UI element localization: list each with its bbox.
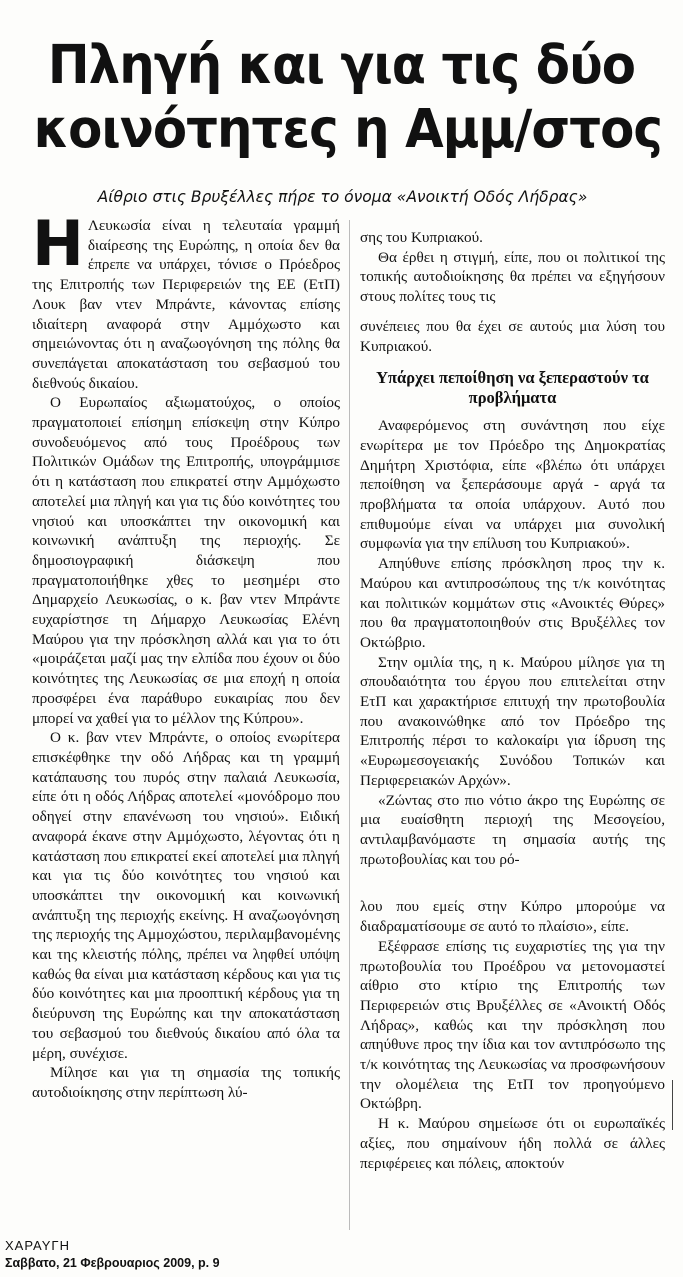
paragraph: Απηύθυνε επίσης πρόσκληση προς την κ. Μαύρου και αντιπροσώπους της τ/κ κοινότητας και πολιτικών κομμάτων στις «Ανοικτές Θύρες» που θα πραγματοποιηθούν στις Βρυξέλλες τον Οκτώβριο.	[360, 555, 665, 651]
headline-line-1: Πληγή και για τις δύο	[47, 35, 636, 96]
paragraph: Στην ομιλία της, η κ. Μαύρου μίλησε για τη σπουδαιότητα του έργου που επιτελείται στην ΕτΠ και χαρακτήρισε επιτυχή την πρωτοβουλία που ανακοινώθηκε από τον Πρόεδρο της Επιτροπής πέρσι το καλοκαίρι για ίδρυση της «Ευρωμεσογειακής Συνόδου Τοπικών και Περιφερειακών Αρχών».	[360, 653, 665, 789]
paragraph: σης του Κυπριακού.	[360, 229, 483, 246]
paragraph: Μίλησε και για τη σημασία της τοπικής αυτοδιοίκησης στην περίπτωση λύ-	[32, 1064, 340, 1101]
paragraph: Η κ. Μαύρου σημείωσε ότι οι ευρωπαϊκές αξίες, που σημαίνουν ήδη πολλά σε άλλες περιφέρειες και πόλεις, αποκτούν	[360, 1115, 665, 1172]
column-divider	[349, 220, 350, 1230]
paragraph: Θα έρθει η στιγμή, είπε, που οι πολιτικοί της τοπικής αυτοδιοίκησης θα πρέπει να εξηγήσουν στους πολίτες τους τις	[360, 248, 665, 306]
paragraph: Εξέφρασε επίσης τις ευχαριστίες της για την πρωτοβουλία του Προέδρου να μετονομαστεί αίθριο στο κτίριο της Επιτροπής των Περιφερειών στις Βρυξέλλες σε «Ανοικτή Οδός Λήδρας», καθώς και την πρόσκληση που απηύθυνε προς την ίδια και τον αντιπρόσωπο της τ/κ κοινότητας της Λευκωσίας να προσφωνήσουν την ολομέλεια της ΕτΠ τον προηγούμενο Οκτώβρη.	[360, 937, 665, 1113]
paragraph: Ο κ. βαν ντεν Μπράντε, ο οποίος ενωρίτερα επισκέφθηκε την οδό Λήδρας και τη γραμμή κατάπαυσης του πυρός στην παλαιά Λευκωσία, είπε ότι η οδός Λήδρας αποτελεί «μονόδρομο που οδηγεί στην επανένωση του νησιού». Ειδική αναφορά έκανε στην Αμμόχωστο, λέγοντας ότι η κατάσταση που επικρατεί εκεί αποτελεί μια πληγή και για τις δύο κοινότητες του νησιού και υποσκάπτει την οικονομική και κοινωνική ανάπτυξη της περιοχής εκείνης. Η αναζωογόνηση της περιοχής της Αμμοχώστου, περιλαμβανομένης και της κλειστής πόλης, πρέπει να ληφθεί υπόψη καθώς θα είναι μια κατάσταση κέρδους και για τις δύο κοινότητες και μια προοπτική κέρδους για τη διεύρυνση της Ευρώπης και την αποκατάσταση του σεβασμού του διεθνούς δικαίου από όλα τα μέρη, συνέχισε.	[32, 729, 340, 1062]
column-left	[32, 207, 340, 1103]
column-right	[360, 228, 665, 1173]
paragraph: λου που εμείς στην Κύπρο μπορούμε να διαδραματίσουμε σε αυτό το πλαίσιο», είπε.	[360, 898, 665, 936]
paragraph: Ο Ευρωπαίος αξιωματούχος, ο οποίος πραγματοποιεί επίσημη επίσκεψη στην Κύπρο συνοδευόμενος από τους Προέδρους των Πολιτικών Ομάδων της Επιτροπής, υπογράμμισε ότι η κατάσταση που επικρατεί στην Αμμόχωστο αποτελεί μια πληγή και για τις δύο κοινότητες του νησιού και υποσκάπτει την οικονομική και κοινωνική ανάπτυξη της περιοχής. Σε δημοσιογραφική διάσκεψη που πραγματοποιήθηκε χθες το μεσημέρι στο Δημαρχείο Λευκωσίας, ο κ. βαν ντεν Μπράντε ευχαρίστησε τη Δήμαρχο Λευκωσίας Ελένη Μαύρου για την πρόσκληση αλλά και για το ότι «μοιράζεται μαζί μας την ελπίδα που έχουν οι δύο κοινότητες της Λευκωσίας σε μια εποχή η οποία προσφέρει ένα παράθυρο ευκαιρίας που δεν μπορεί να χαθεί για το μέλλον της Κύπρου».	[32, 394, 340, 727]
paragraph-text: Λευκωσία είναι η τελευταία γραμμή διαίρεσης της Ευρώπης, η οποία δεν θα έπρεπε να υπάρχει, τόνισε ο Πρόεδρος της Επιτροπής των Περιφερειών της ΕΕ (ΕτΠ) Λουκ βαν ντεν Μπράντε, κάνοντας επίσης ιδιαίτερη αναφορά στην Αμμόχωστο και σημειώνοντας ότι η αναζωογόνηση της πόλης θα συνεπάγεται αποκατάσταση του σεβασμού του διεθνούς δικαίου.	[32, 217, 340, 392]
paragraph: Αναφερόμενος στη συνάντηση που είχε ενωρίτερα με τον Πρόεδρο της Δημοκρατίας Δημήτρη Χριστόφια, είπε «βλέπω ότι υπάρχει πεποίθηση να ξεπεράσουμε αργά - αργά τα προβλήματα τα οποία υπάρχουν. Αυτό που επιθυμούμε είναι να υπάρχει μια συνολική συμφωνία για την επίλυση του Κυπριακού».	[360, 417, 665, 553]
paragraph	[32, 207, 340, 393]
dropcap: Η	[32, 207, 82, 280]
paragraph: συνέπειες που θα έχει σε αυτούς μια λύση του Κυπριακού.	[360, 317, 665, 355]
subtitle: Αίθριο στις Βρυξέλλες πήρε το όνομα «Ανοικτή Οδός Λήδρας»	[97, 188, 588, 206]
paragraph: «Ζώντας στο πιο νότιο άκρο της Ευρώπης σε μια ευαίσθητη περιοχή της Μεσογείου, αντιλαμβανόμαστε τη σημασία αυτής της πρωτοβουλίας και του ρό-	[360, 791, 665, 868]
headline	[33, 34, 663, 162]
page-edge-mark	[672, 1080, 681, 1130]
subheading: Υπάρχει πεποίθηση να ξεπεραστούν τα προβλήματα	[376, 368, 649, 408]
headline-line-2: κοινότητες η Αμμ/στος	[33, 99, 663, 160]
newspaper-name: ΧΑΡΑΥΓΗ	[5, 1238, 70, 1253]
publication-date: Σαββατο, 21 Φεβρουαριος 2009, p. 9	[5, 1256, 220, 1270]
